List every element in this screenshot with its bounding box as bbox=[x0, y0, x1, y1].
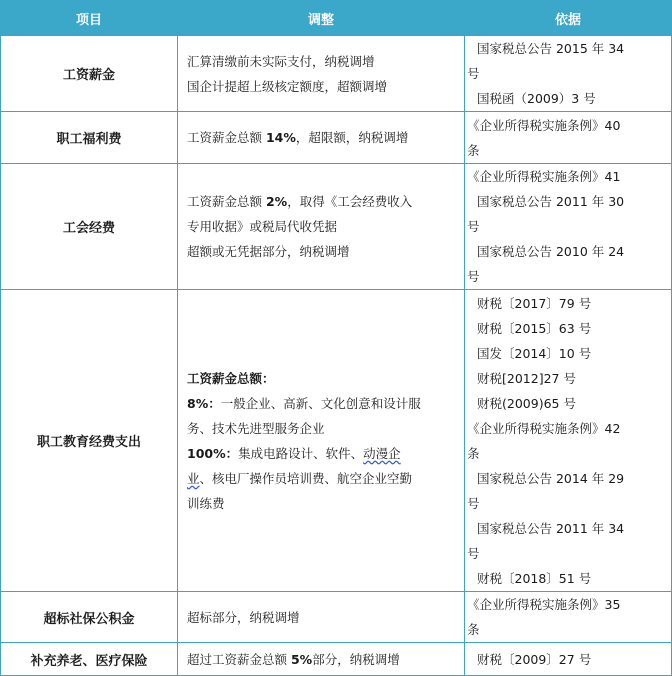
header-basis: 依据 bbox=[465, 1, 672, 36]
row-adjust: 超标部分，纳税调增 bbox=[178, 592, 465, 643]
header-item: 项目 bbox=[1, 1, 178, 36]
table-row bbox=[1, 643, 672, 676]
row-item: 工会经费 bbox=[1, 164, 178, 290]
row-adjust: 工资薪金总额 14%，超限额，纳税调增 bbox=[178, 112, 465, 164]
row-basis: 财税〔2017〕79 号 财税〔2015〕63 号 国发〔2014〕10 号 财税[2012]27 号 财税(2009)65 号 《企业所得税实施条例》42 条 国家税总公告 2014 年 29 号 国家税总公告 2011 年 34 号 财税〔2018〕51 号 bbox=[465, 290, 672, 592]
table-row bbox=[1, 592, 672, 643]
row-adjust: 超过工资薪金总额 5%部分，纳税调增 bbox=[178, 643, 465, 676]
row-item: 职工福利费 bbox=[1, 112, 178, 164]
row-item: 职工教育经费支出 bbox=[1, 290, 178, 592]
table-row bbox=[1, 112, 672, 164]
row-item: 超标社保公积金 bbox=[1, 592, 178, 643]
row-basis: 《企业所得税实施条例》41 国家税总公告 2011 年 30 号 国家税总公告 2010 年 24 号 bbox=[465, 164, 672, 290]
header-row bbox=[1, 1, 672, 36]
row-item: 工资薪金 bbox=[1, 36, 178, 112]
table-row bbox=[1, 164, 672, 290]
row-basis: 《企业所得税实施条例》40 条 bbox=[465, 112, 672, 164]
row-item: 补充养老、医疗保险 bbox=[1, 643, 178, 676]
row-adjust: 汇算清缴前未实际支付，纳税调增 国企计提超上级核定额度，超额调增 bbox=[178, 36, 465, 112]
table-row bbox=[1, 36, 672, 112]
row-adjust: 工资薪金总额 2%，取得《工会经费收入 专用收据》或税局代收凭据 超额或无凭据部分，纳税调增 bbox=[178, 164, 465, 290]
row-basis: 财税〔2009〕27 号 bbox=[465, 643, 672, 676]
row-basis: 《企业所得税实施条例》35 条 bbox=[465, 592, 672, 643]
table-row bbox=[1, 290, 672, 592]
row-adjust: 工资薪金总额： 8%：一般企业、高新、文化创意和设计服 务、技术先进型服务企业 100%：集成电路设计、软件、动漫企 业、核电厂操作员培训费、航空企业空勤 训练费 bbox=[178, 290, 465, 592]
header-adjust: 调整 bbox=[178, 1, 465, 36]
row-basis: 国家税总公告 2015 年 34 号 国税函（2009）3 号 bbox=[465, 36, 672, 112]
